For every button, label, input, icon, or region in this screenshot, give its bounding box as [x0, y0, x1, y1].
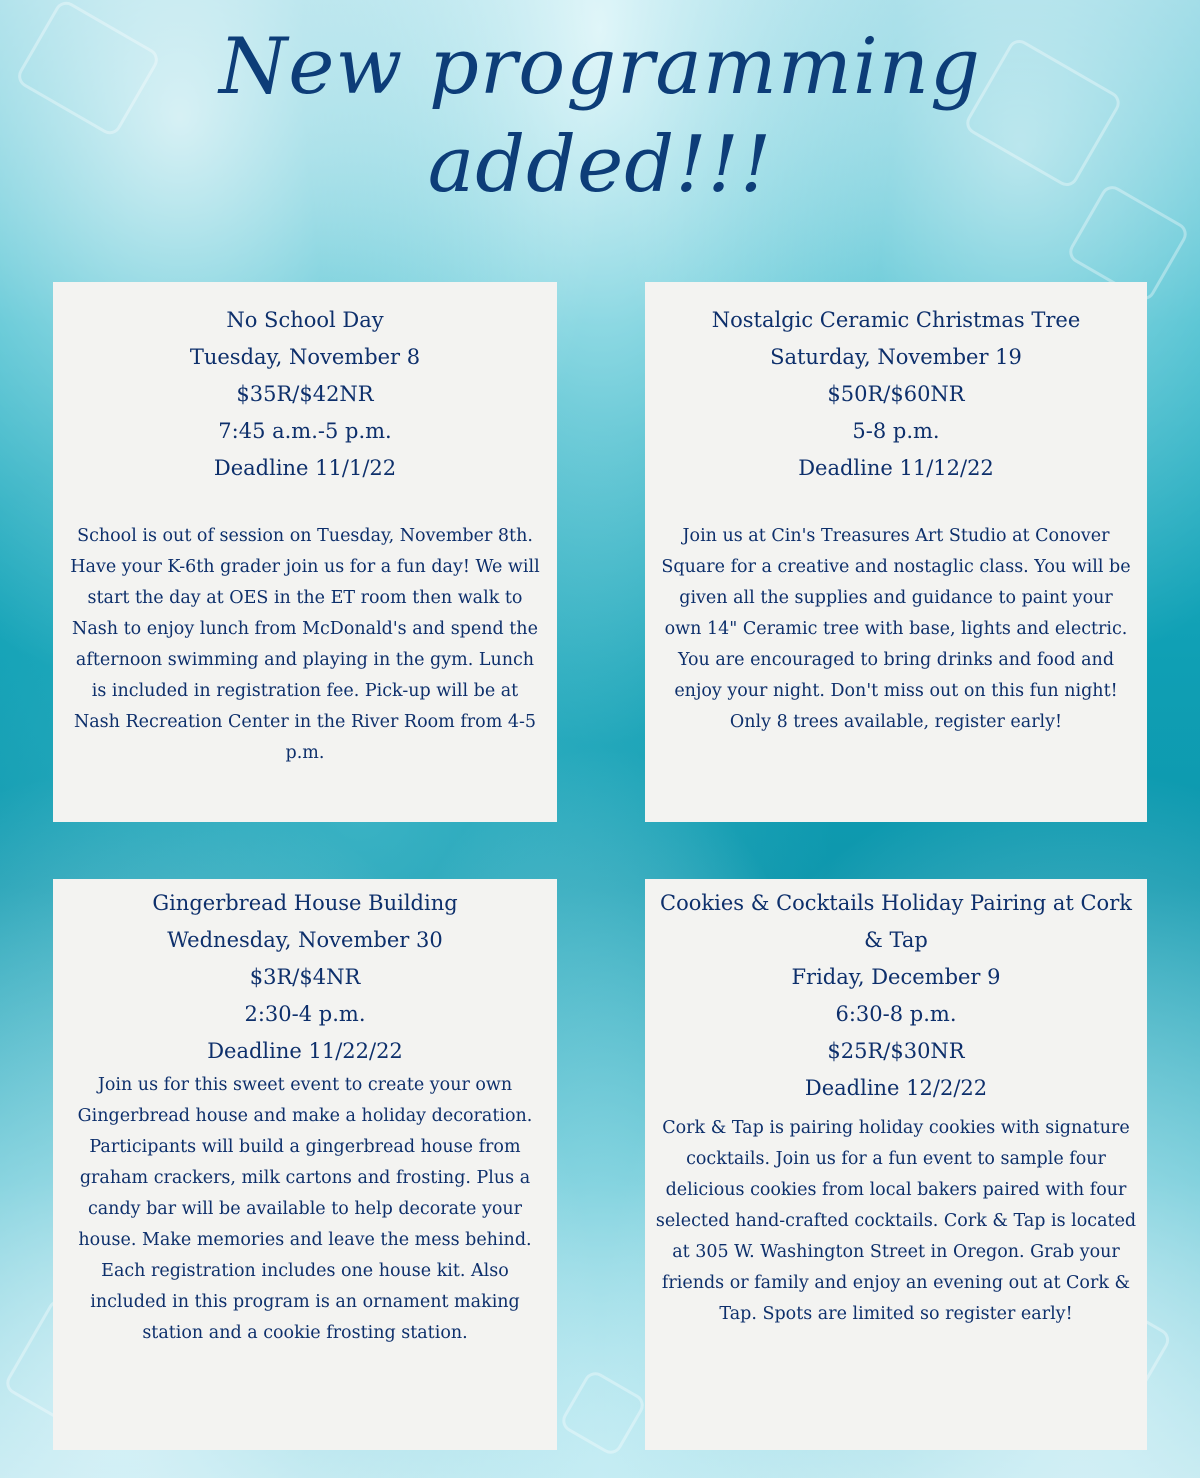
program-card-cookies-cocktails [645, 879, 1147, 1450]
program-deadline: Deadline 12/2/22 [804, 1076, 988, 1100]
program-description: Join us at Cin's Treasures Art Studio at Conover Square for a creative and nostaglic class. You will be given all the supplies and guidance to paint your own 14" Ceramic tree with base, lights and electric. You are encouraged to bring drinks and food and enjoy your night. Don't miss out on this fun night! Only 8 trees available, register early! [661, 526, 1131, 732]
program-name: Gingerbread House Building [152, 891, 458, 915]
program-name: Nostalgic Ceramic Christmas Tree [711, 308, 1081, 332]
program-card-no-school-day [53, 282, 557, 822]
program-card-ceramic-christmas-tree [645, 282, 1147, 822]
title-line-1: New programming [219, 22, 981, 112]
title-line-2: added!!! [427, 120, 773, 210]
program-price: $50R/$60NR [827, 382, 965, 406]
program-price: $35R/$42NR [236, 382, 374, 406]
program-time: 5-8 p.m. [852, 419, 940, 443]
program-card-gingerbread-house [53, 879, 557, 1450]
program-date: Saturday, November 19 [770, 345, 1022, 369]
program-description: Cork & Tap is pairing holiday cookies with signature cocktails. Join us for a fun event to sample four delicious cookies from local bakers paired with four selected hand-crafted cocktails. Cork & Tap is located at 305 W. Washington Street in Oregon. Grab your friends or family and enjoy an evening out at Cork & Tap. Spots are limited so register early! [655, 1118, 1137, 1324]
program-name: Cookies & Cocktails Holiday Pairing at Cork & Tap [660, 891, 1132, 952]
program-time: 6:30-8 p.m. [835, 1002, 957, 1026]
program-time: 2:30-4 p.m. [244, 1002, 366, 1026]
ice-crystal-decoration [558, 1368, 648, 1458]
program-name: No School Day [226, 308, 384, 332]
program-time: 7:45 a.m.-5 p.m. [218, 419, 392, 443]
program-deadline: Deadline 11/12/22 [798, 456, 994, 480]
program-price: $3R/$4NR [249, 965, 361, 989]
program-description: Join us for this sweet event to create your own Gingerbread house and make a holiday decoration. Participants will build a gingerbread house from graham crackers, milk cartons and frosting. Plus a candy bar will be available to help decorate your house. Make memories and leave the mess behind. Each registration includes one house kit. Also included in this program is an ornament making station and a cookie frosting station. [77, 1075, 533, 1343]
program-date: Wednesday, November 30 [167, 928, 443, 952]
program-date: Tuesday, November 8 [189, 345, 421, 369]
program-description: School is out of session on Tuesday, November 8th. Have your K-6th grader join us for a fun day! We will start the day at OES in the ET room then walk to Nash to enjoy lunch from McDonald's and spend the afternoon swimming and playing in the gym. Lunch is included in registration fee. Pick-up will be at Nash Recreation Center in the River Room from 4-5 p.m. [70, 526, 540, 763]
page-title [0, 18, 1200, 214]
program-price: $25R/$30NR [827, 1039, 965, 1063]
program-deadline: Deadline 11/22/22 [207, 1039, 403, 1063]
program-date: Friday, December 9 [791, 965, 1001, 989]
program-deadline: Deadline 11/1/22 [213, 456, 397, 480]
